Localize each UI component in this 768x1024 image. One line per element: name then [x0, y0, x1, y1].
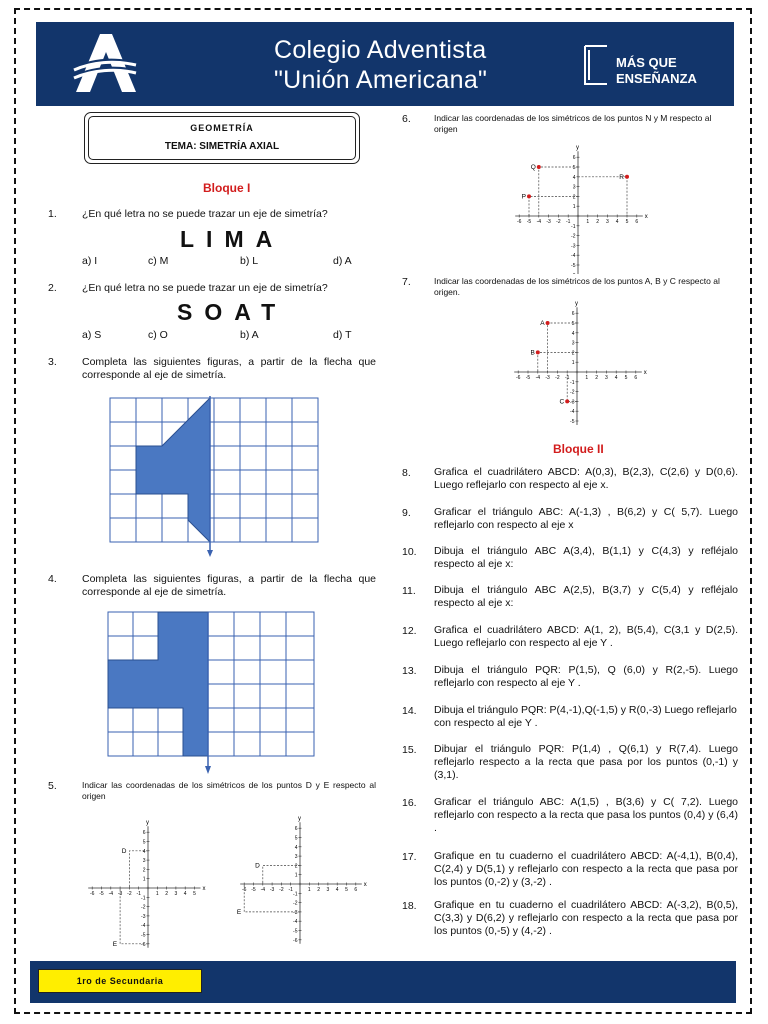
x-tick-label: 2 [596, 219, 599, 225]
x-tick-label: 4 [335, 887, 339, 893]
y-tick-label: -6 [293, 937, 298, 944]
x-tick-label: -3 [545, 375, 550, 381]
point-label: A [540, 320, 545, 327]
item-number: 17. [402, 851, 417, 863]
point-b [536, 350, 540, 354]
y-tick-label: 1 [142, 876, 146, 883]
q2-option-a: a) S [82, 329, 102, 341]
x-tick-label: -4 [108, 891, 114, 897]
q7-text: Indicar las coordenadas de los simétricos de los puntos A, B y C respecto al origen. [434, 276, 720, 297]
subject-title: GEOMETRÍA [190, 123, 254, 133]
item-number: 8. [402, 467, 411, 479]
q6-number: 6. [402, 113, 411, 125]
q2-option-b: b) A [240, 329, 259, 341]
point-q [537, 165, 541, 169]
q7-plot [512, 301, 660, 429]
y-tick-label: 2 [294, 863, 298, 870]
x-tick-label: 6 [635, 219, 639, 225]
x-tick-label: 5 [345, 887, 348, 893]
x-tick-label: -5 [525, 375, 531, 381]
slogan-line2: ENSEÑANZA [616, 71, 697, 86]
y-tick-label: 2 [571, 350, 575, 357]
y-tick-label: 3 [142, 858, 146, 865]
item-number: 11. [402, 585, 416, 597]
point-label: E [236, 908, 242, 916]
x-tick-label: 1 [307, 887, 311, 893]
x-tick-label: -5 [251, 887, 256, 893]
point-p [527, 194, 531, 198]
item-text: Grafica el cuadrilátero ABCD: A(0,3), B(2,3), C(2,6) y D(0,6). Luego reflejarlo con respecto al eje x. [434, 466, 738, 491]
school-name-line2: "Unión Americana" [274, 66, 488, 94]
school-header [36, 22, 734, 106]
x-tick-label: -2 [555, 375, 560, 381]
q1-number: 1. [48, 208, 57, 220]
y-tick-label: -2 [293, 900, 298, 907]
x-tick-label: -3 [546, 219, 551, 225]
q2-number: 2. [48, 282, 57, 294]
y-tick-label: 1 [294, 872, 298, 879]
y-tick-label: 6 [571, 311, 575, 318]
y-tick-label: -6 [141, 941, 146, 948]
y-tick-label: -2 [570, 389, 575, 396]
x-tick-label: 3 [174, 891, 178, 897]
y-tick-label: 4 [572, 174, 576, 181]
x-tick-label: 5 [624, 375, 628, 381]
q3-number: 3. [48, 356, 57, 368]
point-c [565, 399, 569, 403]
x-tick-label: 2 [165, 891, 168, 897]
y-tick-label: -2 [141, 904, 146, 911]
item-number: 16. [402, 797, 417, 809]
q1-option-b: b) L [240, 255, 259, 267]
x-tick-label: -5 [526, 219, 532, 225]
y-tick-label: 4 [294, 844, 298, 851]
y-tick-label: 4 [142, 848, 146, 855]
y-tick-label: 5 [142, 839, 146, 846]
q1-word: LIMA [180, 226, 285, 252]
x-tick-label: 3 [326, 887, 330, 893]
y-axis-label: y [575, 301, 578, 308]
slogan [581, 42, 711, 90]
guide-line [578, 177, 627, 216]
point-label: P [521, 193, 526, 201]
y-tick-label: 6 [142, 830, 146, 837]
y-tick-label: 1 [572, 204, 576, 211]
x-tick-label: -6 [516, 219, 522, 225]
q5-text: Indicar las coordenadas de los simétricos de los puntos D y E respecto al origen [82, 780, 376, 801]
x-tick-label: -3 [269, 887, 275, 893]
q4-figure-grid [106, 610, 320, 778]
q5-plot-right [228, 808, 380, 950]
x-axis-label: x [644, 214, 648, 220]
point-label: C [559, 398, 565, 406]
point-label: B [530, 349, 535, 357]
point-a [546, 321, 550, 325]
bloque-2-heading: Bloque II [553, 442, 604, 456]
y-tick-label: -5 [141, 932, 146, 939]
y-tick-label: 3 [572, 184, 576, 191]
y-axis-label: y [146, 820, 149, 827]
item-text: Grafique en tu cuaderno el cuadrilátero ABCD: A(-3,2), B(0,5), C(3,3) y D(6,2) y reflejarlo con respecto a la recta que pasa por los puntos (0,-5) y (4,-2) . [434, 899, 738, 937]
item-number: 10. [402, 546, 417, 558]
x-tick-label: -4 [536, 219, 542, 225]
x-tick-label: -2 [556, 219, 561, 225]
x-tick-label: -1 [136, 891, 141, 897]
y-tick-label: -1 [570, 379, 575, 386]
footer-bar [30, 961, 736, 1003]
x-axis-label: x [643, 370, 647, 376]
y-tick-label: 3 [294, 854, 298, 861]
item-number: 14. [402, 705, 417, 717]
y-tick-label: -4 [570, 409, 575, 416]
item-number: 12. [402, 625, 417, 637]
y-tick-label: -1 [293, 891, 298, 898]
x-tick-label: 5 [193, 891, 196, 897]
x-tick-label: -6 [89, 891, 95, 897]
school-name-line1: Colegio Adventista [274, 36, 487, 64]
y-tick-label: -4 [141, 923, 146, 930]
x-tick-label: 1 [586, 219, 590, 225]
point-r [625, 175, 629, 179]
x-tick-label: 1 [155, 891, 159, 897]
y-tick-label: 1 [571, 360, 575, 367]
q2-option-c: c) O [148, 329, 168, 341]
x-tick-label: 4 [183, 891, 187, 897]
y-tick-label: -3 [570, 399, 575, 406]
q5-plot-left [80, 808, 230, 950]
y-tick-label: -1 [571, 223, 576, 230]
theme-title: TEMA: SIMETRÍA AXIAL [164, 141, 280, 152]
x-tick-label: -6 [241, 887, 247, 893]
item-text: Graficar el triángulo ABC: A(-1,3) , B(6,2) y C( 5,7). Luego reflejarlo con respecto al eje x [434, 506, 738, 531]
q6-text: Indicar las coordenadas de los simétricos de los puntos N y M respecto al origen [434, 113, 712, 134]
item-text: Dibuja el triángulo PQR: P(1,5), Q (6,0) y R(2,-5). Luego reflejarlo con respecto al eje Y . [434, 664, 738, 689]
bloque-1-heading: Bloque I [203, 181, 251, 195]
x-tick-label: -4 [260, 887, 266, 893]
y-axis-label: y [576, 145, 579, 152]
q3-figure-grid [108, 394, 322, 560]
x-tick-label: 3 [605, 375, 608, 381]
x-tick-label: 5 [625, 219, 629, 225]
topic-box [84, 112, 360, 164]
y-tick-label: 2 [572, 194, 576, 201]
x-tick-label: 4 [614, 375, 618, 381]
x-tick-label: -6 [515, 375, 521, 381]
q2-option-d: d) T [333, 329, 352, 341]
y-tick-label: -4 [571, 253, 576, 260]
q1-text: ¿En qué letra no se puede trazar un eje de simetría? [82, 208, 328, 220]
x-tick-label: -4 [535, 375, 541, 381]
x-tick-label: 6 [354, 887, 358, 893]
y-tick-label: 5 [294, 835, 298, 842]
point-label: R [619, 173, 624, 181]
q7-number: 7. [402, 276, 411, 288]
y-tick-label: 6 [572, 155, 576, 162]
q2-word: SOAT [177, 299, 288, 325]
q1-option-a: a) I [82, 255, 98, 267]
item-number: 9. [402, 507, 411, 519]
item-text: Dibuja el triángulo ABC A(2,5), B(3,7) y C(5,4) y refléjalo respecto al eje x: [434, 584, 738, 609]
y-tick-label: -1 [141, 895, 146, 902]
q5-number: 5. [48, 780, 57, 792]
y-tick-label: -3 [293, 909, 298, 916]
y-tick-label: -5 [570, 419, 575, 425]
y-tick-label: 2 [142, 867, 146, 874]
point-label: E [112, 940, 118, 948]
point-label: Q [530, 164, 536, 171]
q1-option-c: c) M [148, 255, 169, 267]
x-tick-label: 6 [634, 375, 638, 381]
item-text: Dibuja el triángulo ABC A(3,4), B(1,1) y C(4,3) y refléjalo respecto al eje x: [434, 545, 738, 570]
y-tick-label: -2 [571, 233, 576, 240]
point-label: D [121, 847, 127, 855]
y-tick-label: -5 [571, 263, 576, 269]
y-tick-label: 5 [572, 165, 576, 171]
slogan-line1: MÁS QUE [616, 55, 677, 70]
x-axis-label: x [202, 886, 206, 892]
x-tick-label: -3 [117, 891, 123, 897]
y-axis-label: y [298, 816, 301, 823]
x-tick-label: -2 [279, 887, 284, 893]
x-tick-label: -2 [127, 891, 132, 897]
item-text: Dibuja el triángulo PQR: P(4,-1),Q(-1,5) y R(0,-3) Luego reflejarlo con respecto al eje Y . [434, 704, 737, 729]
school-logo [70, 32, 140, 94]
x-tick-label: -1 [564, 375, 570, 381]
x-tick-label: 1 [585, 375, 589, 381]
item-text: Grafica el cuadrilátero ABCD: A(1, 2), B(5,4), C(3,1 y D(2,5). Luego reflejarlo con respecto al eje Y . [434, 624, 738, 649]
guide-line [529, 196, 578, 216]
point-label: D [255, 862, 260, 870]
x-tick-label: 2 [317, 887, 320, 893]
book-icon [581, 42, 611, 88]
q4-number: 4. [48, 573, 57, 585]
q1-option-d: d) A [333, 255, 352, 267]
x-tick-label: -1 [565, 219, 571, 225]
y-tick-label: -3 [571, 243, 576, 250]
item-text: Grafique en tu cuaderno el cuadrilátero ABCD: A(-4,1), B(0,4), C(2,4) y D(5,1) y reflejarlo con respecto a la recta que pasa por los puntos (0,-2) y (3,-2) . [434, 850, 738, 888]
y-tick-label: -5 [293, 928, 298, 935]
q2-text: ¿En qué letra no se puede trazar un eje de simetría? [82, 282, 328, 294]
y-tick-label [571, 273, 576, 274]
x-tick-label: -1 [288, 887, 293, 893]
x-axis-label: x [363, 882, 367, 888]
y-tick-label: -4 [293, 919, 298, 926]
q6-plot [512, 138, 660, 274]
x-tick-label: 3 [606, 219, 609, 225]
y-tick-label: 3 [571, 340, 575, 347]
item-number: 13. [402, 665, 417, 677]
q3-text: Completa las siguientes figuras, a partir de la flecha que corresponde al eje de simetría. [82, 356, 376, 381]
item-text: Graficar el triángulo ABC: A(1,5) , B(3,6) y C( 7,2). Luego reflejarlo con respecto a la recta que pasa los puntos (0,4) y (6,4) . [434, 796, 738, 834]
q4-text: Completa las siguientes figuras, a partir de la flecha que corresponde al eje de simetría. [82, 573, 376, 598]
item-number: 15. [402, 744, 417, 756]
grade-tag: 1ro de Secundaria [38, 969, 202, 993]
y-tick-label: 5 [571, 321, 575, 327]
item-number: 18. [402, 900, 417, 912]
x-tick-label: 4 [615, 219, 619, 225]
item-text: Dibujar el triángulo PQR: P(1,4) , Q(6,1) y R(7,4). Luego reflejarlo respecto a la recta que pasa por los puntos (0,-1) y (3,1). [434, 743, 738, 781]
y-tick-label: -3 [141, 913, 146, 920]
x-tick-label: -5 [99, 891, 104, 897]
y-tick-label: 6 [294, 826, 298, 833]
y-tick-label: 4 [571, 330, 575, 337]
x-tick-label: 2 [595, 375, 598, 381]
